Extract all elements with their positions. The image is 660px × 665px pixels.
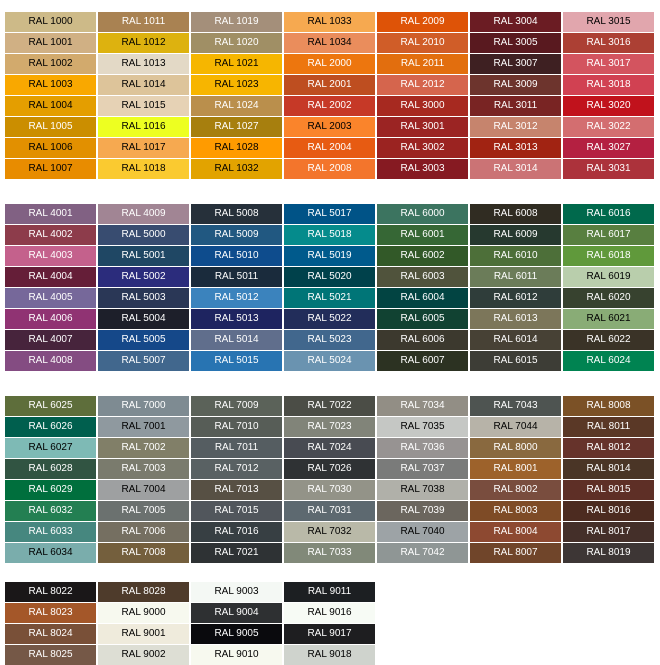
color-swatch-ral-6012: RAL 6012: [470, 288, 561, 308]
color-swatch-ral-1023: RAL 1023: [191, 75, 282, 95]
color-swatch-ral-7039: RAL 7039: [377, 501, 468, 521]
color-swatch-ral-8014: RAL 8014: [563, 459, 654, 479]
color-swatch-ral-6013: RAL 6013: [470, 309, 561, 329]
color-swatch-ral-5017: RAL 5017: [284, 204, 375, 224]
color-swatch-ral-6029: RAL 6029: [5, 480, 96, 500]
color-swatch-ral-7004: RAL 7004: [98, 480, 189, 500]
color-swatch-ral-2001: RAL 2001: [284, 75, 375, 95]
color-swatch-ral-8022: RAL 8022: [5, 582, 96, 602]
color-swatch-ral-3015: RAL 3015: [563, 12, 654, 32]
color-swatch-ral-3017: RAL 3017: [563, 54, 654, 74]
color-swatch-ral-7026: RAL 7026: [284, 459, 375, 479]
color-swatch-ral-9002: RAL 9002: [98, 645, 189, 665]
color-swatch-ral-4009: RAL 4009: [98, 204, 189, 224]
color-swatch-ral-1004: RAL 1004: [5, 96, 96, 116]
color-swatch-ral-3018: RAL 3018: [563, 75, 654, 95]
color-swatch-ral-7001: RAL 7001: [98, 417, 189, 437]
color-swatch-ral-2000: RAL 2000: [284, 54, 375, 74]
color-swatch-ral-7030: RAL 7030: [284, 480, 375, 500]
color-swatch-ral-6018: RAL 6018: [563, 246, 654, 266]
color-swatch-ral-3002: RAL 3002: [377, 138, 468, 158]
color-swatch-ral-8019: RAL 8019: [563, 543, 654, 563]
color-swatch-ral-5023: RAL 5023: [284, 330, 375, 350]
color-swatch-ral-8015: RAL 8015: [563, 480, 654, 500]
color-swatch-ral-7031: RAL 7031: [284, 501, 375, 521]
color-swatch-ral-7036: RAL 7036: [377, 438, 468, 458]
color-swatch-ral-6019: RAL 6019: [563, 267, 654, 287]
color-swatch-ral-6024: RAL 6024: [563, 351, 654, 371]
color-swatch-ral-1024: RAL 1024: [191, 96, 282, 116]
color-swatch-ral-2010: RAL 2010: [377, 33, 468, 53]
color-swatch-ral-6021: RAL 6021: [563, 309, 654, 329]
color-swatch-ral-3001: RAL 3001: [377, 117, 468, 137]
color-swatch-ral-7006: RAL 7006: [98, 522, 189, 542]
color-swatch-ral-5022: RAL 5022: [284, 309, 375, 329]
color-swatch-ral-1001: RAL 1001: [5, 33, 96, 53]
color-swatch-ral-5011: RAL 5011: [191, 267, 282, 287]
color-swatch-ral-5008: RAL 5008: [191, 204, 282, 224]
color-swatch-ral-5004: RAL 5004: [98, 309, 189, 329]
color-swatch-ral-7000: RAL 7000: [98, 396, 189, 416]
color-swatch-ral-3003: RAL 3003: [377, 159, 468, 179]
color-swatch-ral-3014: RAL 3014: [470, 159, 561, 179]
color-swatch-ral-1021: RAL 1021: [191, 54, 282, 74]
color-swatch-ral-7040: RAL 7040: [377, 522, 468, 542]
color-swatch-ral-1018: RAL 1018: [98, 159, 189, 179]
color-swatch-ral-6002: RAL 6002: [377, 246, 468, 266]
color-swatch-ral-2012: RAL 2012: [377, 75, 468, 95]
color-swatch-ral-3013: RAL 3013: [470, 138, 561, 158]
color-swatch-ral-4004: RAL 4004: [5, 267, 96, 287]
color-swatch-ral-5015: RAL 5015: [191, 351, 282, 371]
color-swatch-ral-6034: RAL 6034: [5, 543, 96, 563]
color-swatch-ral-8024: RAL 8024: [5, 624, 96, 644]
color-swatch-ral-5021: RAL 5021: [284, 288, 375, 308]
color-swatch-ral-6027: RAL 6027: [5, 438, 96, 458]
color-swatch-ral-1020: RAL 1020: [191, 33, 282, 53]
color-swatch-ral-7022: RAL 7022: [284, 396, 375, 416]
color-swatch-ral-5013: RAL 5013: [191, 309, 282, 329]
color-swatch-ral-5014: RAL 5014: [191, 330, 282, 350]
color-swatch-ral-9001: RAL 9001: [98, 624, 189, 644]
color-swatch-ral-5003: RAL 5003: [98, 288, 189, 308]
color-swatch-ral-8004: RAL 8004: [470, 522, 561, 542]
color-swatch-ral-9005: RAL 9005: [191, 624, 282, 644]
color-swatch-ral-1013: RAL 1013: [98, 54, 189, 74]
color-swatch-ral-9018: RAL 9018: [284, 645, 375, 665]
color-swatch-ral-6032: RAL 6032: [5, 501, 96, 521]
color-swatch-ral-5010: RAL 5010: [191, 246, 282, 266]
color-swatch-ral-6001: RAL 6001: [377, 225, 468, 245]
color-swatch-ral-1003: RAL 1003: [5, 75, 96, 95]
color-swatch-ral-3000: RAL 3000: [377, 96, 468, 116]
color-swatch-ral-2011: RAL 2011: [377, 54, 468, 74]
color-swatch-ral-6015: RAL 6015: [470, 351, 561, 371]
color-swatch-ral-1006: RAL 1006: [5, 138, 96, 158]
color-swatch-ral-1015: RAL 1015: [98, 96, 189, 116]
color-swatch-ral-6005: RAL 6005: [377, 309, 468, 329]
color-swatch-ral-5005: RAL 5005: [98, 330, 189, 350]
color-swatch-ral-1027: RAL 1027: [191, 117, 282, 137]
color-swatch-ral-9017: RAL 9017: [284, 624, 375, 644]
color-swatch-ral-6003: RAL 6003: [377, 267, 468, 287]
color-swatch-ral-7011: RAL 7011: [191, 438, 282, 458]
color-swatch-ral-8011: RAL 8011: [563, 417, 654, 437]
color-swatch-ral-9010: RAL 9010: [191, 645, 282, 665]
color-swatch-ral-3007: RAL 3007: [470, 54, 561, 74]
color-swatch-ral-6033: RAL 6033: [5, 522, 96, 542]
color-swatch-ral-7033: RAL 7033: [284, 543, 375, 563]
color-swatch-ral-8002: RAL 8002: [470, 480, 561, 500]
color-swatch-ral-8008: RAL 8008: [563, 396, 654, 416]
color-swatch-ral-5024: RAL 5024: [284, 351, 375, 371]
color-swatch-ral-9016: RAL 9016: [284, 603, 375, 623]
color-swatch-ral-4003: RAL 4003: [5, 246, 96, 266]
color-swatch-ral-5002: RAL 5002: [98, 267, 189, 287]
color-swatch-ral-6026: RAL 6026: [5, 417, 96, 437]
color-swatch-ral-7024: RAL 7024: [284, 438, 375, 458]
color-swatch-ral-8000: RAL 8000: [470, 438, 561, 458]
color-swatch-ral-5012: RAL 5012: [191, 288, 282, 308]
color-swatch-ral-3011: RAL 3011: [470, 96, 561, 116]
color-swatch-ral-4006: RAL 4006: [5, 309, 96, 329]
color-swatch-ral-7044: RAL 7044: [470, 417, 561, 437]
color-swatch-ral-7013: RAL 7013: [191, 480, 282, 500]
color-swatch-ral-6009: RAL 6009: [470, 225, 561, 245]
color-swatch-ral-1005: RAL 1005: [5, 117, 96, 137]
color-swatch-ral-8028: RAL 8028: [98, 582, 189, 602]
color-swatch-ral-7016: RAL 7016: [191, 522, 282, 542]
color-swatch-ral-7008: RAL 7008: [98, 543, 189, 563]
color-swatch-ral-5000: RAL 5000: [98, 225, 189, 245]
color-swatch-ral-6010: RAL 6010: [470, 246, 561, 266]
color-swatch-ral-6000: RAL 6000: [377, 204, 468, 224]
color-swatch-ral-2009: RAL 2009: [377, 12, 468, 32]
color-swatch-ral-9004: RAL 9004: [191, 603, 282, 623]
color-swatch-ral-4008: RAL 4008: [5, 351, 96, 371]
color-swatch-ral-7042: RAL 7042: [377, 543, 468, 563]
color-swatch-ral-5018: RAL 5018: [284, 225, 375, 245]
color-swatch-ral-1011: RAL 1011: [98, 12, 189, 32]
color-swatch-ral-7043: RAL 7043: [470, 396, 561, 416]
color-swatch-ral-6020: RAL 6020: [563, 288, 654, 308]
color-swatch-ral-6004: RAL 6004: [377, 288, 468, 308]
color-swatch-ral-7037: RAL 7037: [377, 459, 468, 479]
color-swatch-ral-1000: RAL 1000: [5, 12, 96, 32]
color-swatch-ral-1007: RAL 1007: [5, 159, 96, 179]
color-swatch-ral-6006: RAL 6006: [377, 330, 468, 350]
color-swatch-ral-3020: RAL 3020: [563, 96, 654, 116]
color-swatch-ral-6017: RAL 6017: [563, 225, 654, 245]
color-swatch-ral-4007: RAL 4007: [5, 330, 96, 350]
color-swatch-ral-1002: RAL 1002: [5, 54, 96, 74]
color-swatch-ral-1028: RAL 1028: [191, 138, 282, 158]
color-swatch-ral-1034: RAL 1034: [284, 33, 375, 53]
color-swatch-ral-1012: RAL 1012: [98, 33, 189, 53]
color-swatch-ral-4001: RAL 4001: [5, 204, 96, 224]
color-swatch-ral-8023: RAL 8023: [5, 603, 96, 623]
color-swatch-ral-7015: RAL 7015: [191, 501, 282, 521]
color-swatch-ral-3016: RAL 3016: [563, 33, 654, 53]
color-swatch-ral-5020: RAL 5020: [284, 267, 375, 287]
color-swatch-ral-6022: RAL 6022: [563, 330, 654, 350]
color-swatch-ral-3027: RAL 3027: [563, 138, 654, 158]
color-swatch-ral-5007: RAL 5007: [98, 351, 189, 371]
color-swatch-ral-5001: RAL 5001: [98, 246, 189, 266]
color-swatch-ral-7012: RAL 7012: [191, 459, 282, 479]
color-swatch-ral-7002: RAL 7002: [98, 438, 189, 458]
color-swatch-ral-1017: RAL 1017: [98, 138, 189, 158]
color-swatch-ral-7035: RAL 7035: [377, 417, 468, 437]
color-swatch-ral-1019: RAL 1019: [191, 12, 282, 32]
color-swatch-ral-8012: RAL 8012: [563, 438, 654, 458]
color-swatch-ral-8016: RAL 8016: [563, 501, 654, 521]
color-swatch-ral-7003: RAL 7003: [98, 459, 189, 479]
color-swatch-ral-7023: RAL 7023: [284, 417, 375, 437]
color-swatch-ral-4002: RAL 4002: [5, 225, 96, 245]
color-swatch-ral-8025: RAL 8025: [5, 645, 96, 665]
color-swatch-ral-6011: RAL 6011: [470, 267, 561, 287]
color-swatch-ral-3004: RAL 3004: [470, 12, 561, 32]
color-swatch-ral-9000: RAL 9000: [98, 603, 189, 623]
color-swatch-ral-7032: RAL 7032: [284, 522, 375, 542]
color-swatch-ral-6014: RAL 6014: [470, 330, 561, 350]
color-swatch-ral-2003: RAL 2003: [284, 117, 375, 137]
color-swatch-ral-9003: RAL 9003: [191, 582, 282, 602]
color-swatch-ral-8001: RAL 8001: [470, 459, 561, 479]
color-swatch-ral-2004: RAL 2004: [284, 138, 375, 158]
color-swatch-ral-6028: RAL 6028: [5, 459, 96, 479]
color-swatch-ral-2008: RAL 2008: [284, 159, 375, 179]
color-swatch-ral-9011: RAL 9011: [284, 582, 375, 602]
color-swatch-ral-6025: RAL 6025: [5, 396, 96, 416]
color-swatch-ral-6016: RAL 6016: [563, 204, 654, 224]
color-swatch-ral-1014: RAL 1014: [98, 75, 189, 95]
color-swatch-ral-3012: RAL 3012: [470, 117, 561, 137]
color-swatch-ral-7005: RAL 7005: [98, 501, 189, 521]
color-swatch-ral-5009: RAL 5009: [191, 225, 282, 245]
color-swatch-ral-7009: RAL 7009: [191, 396, 282, 416]
color-swatch-ral-7010: RAL 7010: [191, 417, 282, 437]
color-swatch-ral-6007: RAL 6007: [377, 351, 468, 371]
color-swatch-ral-2002: RAL 2002: [284, 96, 375, 116]
color-swatch-ral-7038: RAL 7038: [377, 480, 468, 500]
color-swatch-ral-1033: RAL 1033: [284, 12, 375, 32]
color-swatch-ral-1032: RAL 1032: [191, 159, 282, 179]
color-swatch-ral-8003: RAL 8003: [470, 501, 561, 521]
color-swatch-ral-8007: RAL 8007: [470, 543, 561, 563]
color-swatch-ral-5019: RAL 5019: [284, 246, 375, 266]
color-swatch-ral-4005: RAL 4005: [5, 288, 96, 308]
color-swatch-ral-3031: RAL 3031: [563, 159, 654, 179]
color-swatch-ral-7021: RAL 7021: [191, 543, 282, 563]
color-swatch-ral-8017: RAL 8017: [563, 522, 654, 542]
color-swatch-ral-3009: RAL 3009: [470, 75, 561, 95]
color-swatch-ral-6008: RAL 6008: [470, 204, 561, 224]
color-swatch-ral-7034: RAL 7034: [377, 396, 468, 416]
color-swatch-ral-3005: RAL 3005: [470, 33, 561, 53]
color-swatch-ral-3022: RAL 3022: [563, 117, 654, 137]
color-swatch-ral-1016: RAL 1016: [98, 117, 189, 137]
